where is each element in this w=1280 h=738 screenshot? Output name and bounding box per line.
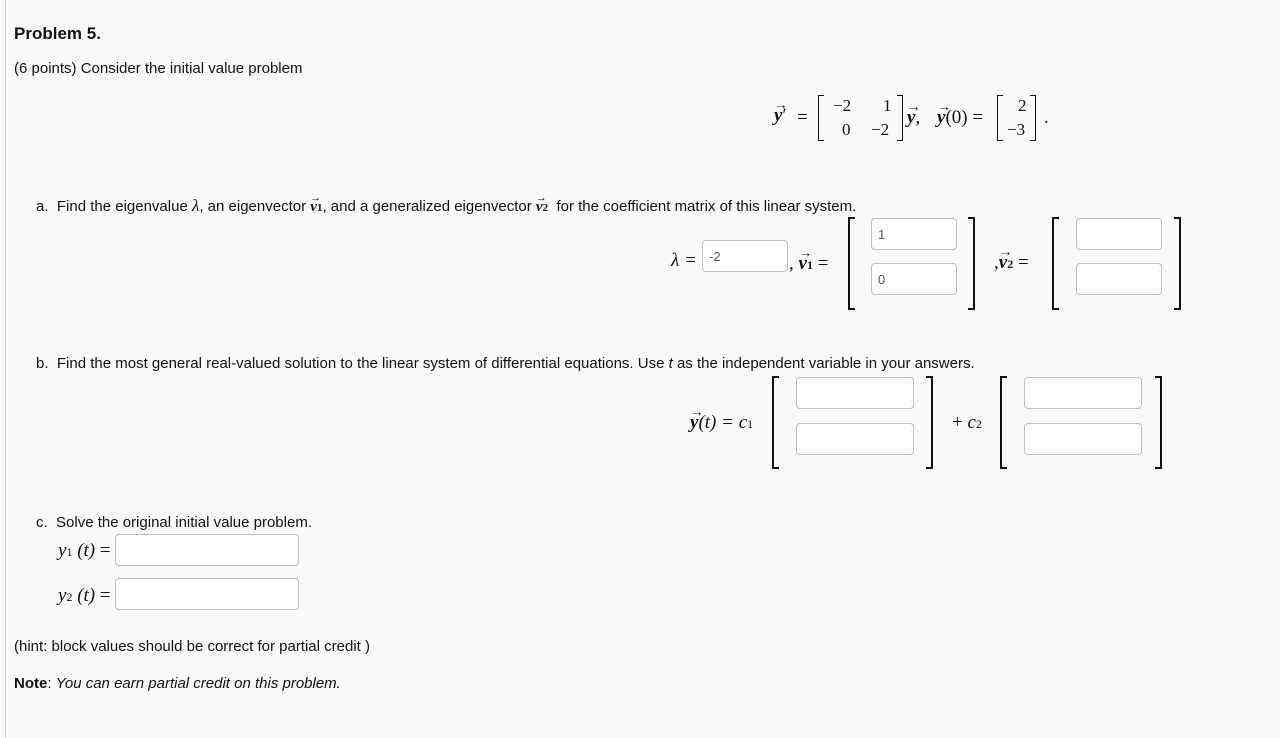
solution-vec2-right-bracket bbox=[1155, 376, 1162, 469]
matrix-a21: 0 bbox=[842, 120, 851, 139]
matrix-a12: 1 bbox=[883, 96, 892, 115]
matrix-a22: −2 bbox=[871, 120, 890, 139]
solution-vec2-left-bracket bbox=[1000, 376, 1007, 469]
initial-vector-1: 2 bbox=[1018, 96, 1027, 115]
plus-c2: + c2 bbox=[952, 412, 982, 433]
hint-text: (hint: block values should be correct for partial credit ) bbox=[14, 638, 370, 655]
v1-left-bracket bbox=[848, 217, 855, 310]
initial-condition-lhs: → y(0) = bbox=[937, 107, 983, 129]
eigenvalue-input[interactable] bbox=[702, 240, 788, 272]
solution-vec1-component-1[interactable] bbox=[796, 377, 914, 409]
eigenvector-v1-component-2[interactable] bbox=[871, 263, 957, 295]
equals-sign: = bbox=[797, 107, 808, 128]
y-prime-lhs: → y′ bbox=[774, 105, 787, 127]
part-c-question: c. Solve the original initial value problem. bbox=[36, 514, 312, 531]
solution-vec1-left-bracket bbox=[772, 376, 779, 469]
general-solution-lhs: → y(t) = c1 bbox=[690, 412, 753, 434]
lambda-label: λ = bbox=[671, 250, 697, 271]
v2-right-bracket bbox=[1174, 217, 1181, 310]
v2-left-bracket bbox=[1052, 217, 1059, 310]
part-c-label: c. bbox=[36, 514, 48, 531]
problem-intro: (6 points) Consider the initial value problem bbox=[14, 60, 303, 77]
y2-solution-input[interactable] bbox=[115, 578, 299, 610]
y1-label: y1 (t) = bbox=[58, 540, 111, 561]
solution-vec1-right-bracket bbox=[926, 376, 933, 469]
initial-vector-right-bracket bbox=[1030, 95, 1036, 141]
initial-vector-left-bracket bbox=[997, 95, 1003, 141]
part-a-question: a. Find the eigenvalue λ, an eigenvector → v1, and a generalized eigenvector → v2 for the coefficient matrix of this linear system. bbox=[36, 196, 856, 216]
part-a-label: a. bbox=[36, 198, 49, 215]
v1-right-bracket bbox=[968, 217, 975, 310]
y2-label: y2 (t) = bbox=[58, 585, 111, 606]
matrix-right-bracket bbox=[897, 95, 903, 141]
note-label: Note bbox=[14, 675, 48, 692]
v2-symbol: → v bbox=[536, 199, 543, 216]
t-variable: t bbox=[668, 355, 673, 372]
v1-label: , → v1 = bbox=[789, 253, 828, 275]
solution-vec2-component-1[interactable] bbox=[1024, 377, 1142, 409]
solution-vec1-component-2[interactable] bbox=[796, 423, 914, 455]
y-vector-rhs: → y, bbox=[907, 107, 920, 129]
note-text: You can earn partial credit on this problem. bbox=[55, 675, 341, 692]
y1-solution-input[interactable] bbox=[115, 534, 299, 566]
v2-label: ,→ v2 = bbox=[994, 252, 1029, 274]
part-b-label: b. bbox=[36, 355, 49, 372]
period: . bbox=[1044, 107, 1049, 128]
generalized-eigenvector-v2-component-1[interactable] bbox=[1076, 218, 1162, 250]
solution-vec2-component-2[interactable] bbox=[1024, 423, 1142, 455]
problem-title: Problem 5. bbox=[14, 24, 101, 43]
note: Note: You can earn partial credit on this problem. bbox=[14, 675, 341, 692]
matrix-a11: −2 bbox=[833, 96, 852, 115]
lambda-symbol: λ bbox=[191, 196, 200, 215]
matrix-left-bracket bbox=[818, 95, 824, 141]
initial-vector-2: −3 bbox=[1007, 120, 1026, 139]
v1-symbol: → v bbox=[310, 199, 317, 216]
part-b-question: b. Find the most general real-valued solution to the linear system of differential equations. Use t as the independent variable in your answers. bbox=[36, 355, 975, 372]
generalized-eigenvector-v2-component-2[interactable] bbox=[1076, 263, 1162, 295]
eigenvector-v1-component-1[interactable] bbox=[871, 218, 957, 250]
